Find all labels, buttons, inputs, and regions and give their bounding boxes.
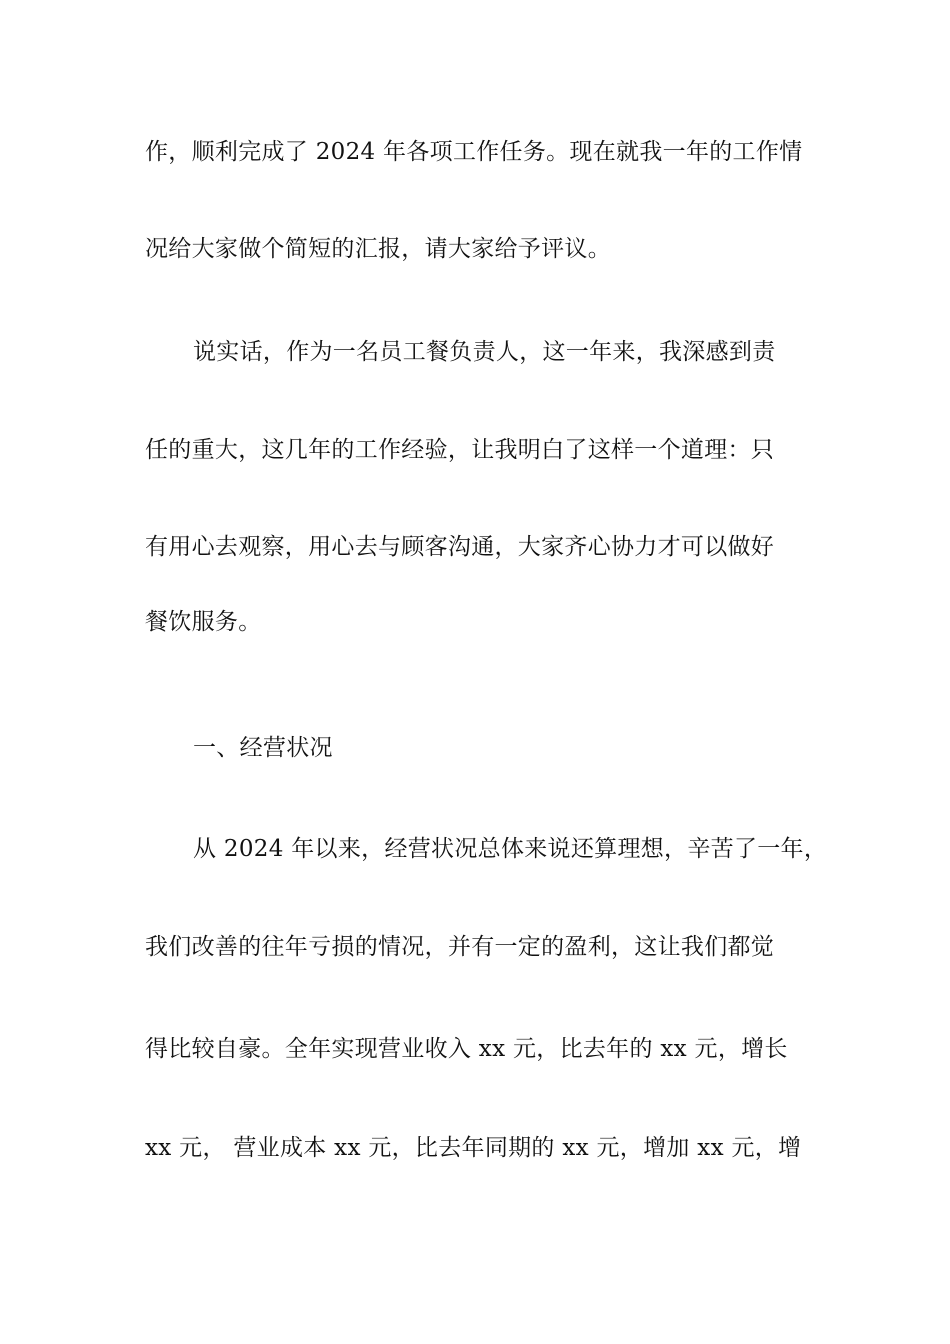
paragraph-3-line-2: 我们改善的往年亏损的情况，并有一定的盈利，这让我们都觉 <box>145 934 775 960</box>
paragraph-3-line-4: xx 元， 营业成本 xx 元，比去年同期的 xx 元，增加 xx 元，增 <box>145 1135 802 1161</box>
paragraph-2-line-3: 有用心去观察，用心去与顾客沟通，大家齐心协力才可以做好 <box>145 534 775 560</box>
paragraph-2-line-2: 任的重大，这几年的工作经验，让我明白了这样一个道理：只 <box>145 437 775 463</box>
section-heading: 一、经营状况 <box>193 735 333 761</box>
text-line-1: 作，顺利完成了 2024 年各项工作任务。现在就我一年的工作情 <box>145 139 803 165</box>
text-line-2: 况给大家做个简短的汇报，请大家给予评议。 <box>145 236 611 262</box>
paragraph-2-line-4: 餐饮服务。 <box>145 609 262 635</box>
paragraph-2-line-1: 说实话，作为一名员工餐负责人，这一年来，我深感到责 <box>193 339 776 365</box>
paragraph-3-line-1: 从 2024 年以来，经营状况总体来说还算理想，辛苦了一年， <box>193 836 828 862</box>
paragraph-3-line-3: 得比较自豪。全年实现营业收入 xx 元，比去年的 xx 元，增长 <box>145 1036 788 1062</box>
